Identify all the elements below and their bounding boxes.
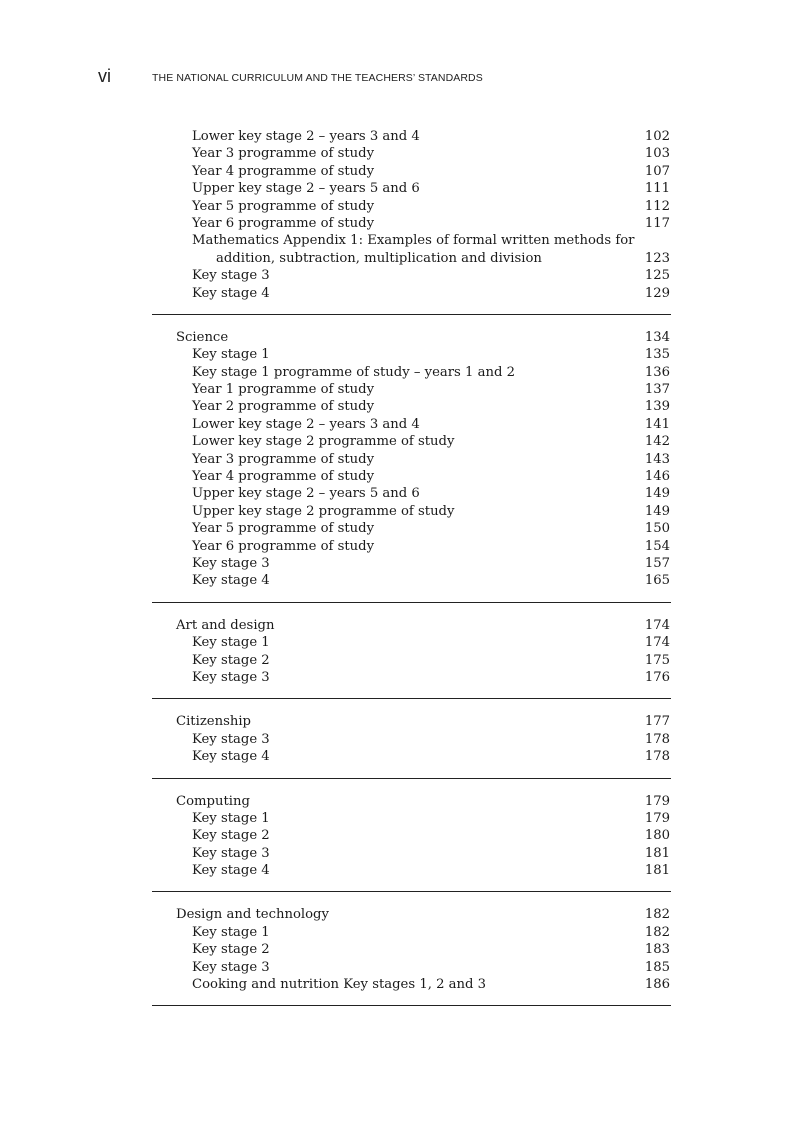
toc-entry-page: 136 [644, 364, 670, 380]
toc-entry-page: 181 [644, 845, 670, 861]
toc-entry-page: 154 [644, 538, 670, 554]
toc-entry[interactable] [152, 941, 671, 958]
toc-entry-page: 111 [644, 181, 670, 197]
toc-entry-page: 149 [644, 486, 670, 502]
toc-entry-label: Year 1 programme of study [192, 382, 375, 398]
toc-entry[interactable] [152, 634, 671, 651]
toc-entry-label: Mathematics Appendix 1: Examples of formal written methods for [192, 233, 635, 249]
toc-entry-page: 125 [644, 268, 670, 284]
toc-entry-page: 177 [644, 714, 670, 730]
toc-entry-label: Lower key stage 2 – years 3 and 4 [192, 416, 420, 432]
toc-entry-page: 174 [644, 635, 670, 651]
toc-entry[interactable] [152, 862, 671, 879]
toc-entry-page: 185 [644, 959, 670, 975]
toc-entry-page: 123 [644, 250, 670, 266]
toc-section-design-and-technology [152, 892, 671, 1006]
toc-entry[interactable] [152, 128, 671, 145]
page-number: vi [98, 66, 111, 86]
toc-entry-label: Key stage 2 [192, 828, 270, 844]
toc-entry[interactable] [152, 416, 671, 433]
toc-entry-page: 143 [644, 451, 670, 467]
toc-entry[interactable] [152, 924, 671, 941]
toc-entry-label: Key stage 3 [192, 731, 270, 747]
toc-entry-page: 137 [644, 382, 670, 398]
toc-entry-page: 174 [644, 617, 670, 633]
toc-entry-label: Key stage 4 [192, 573, 270, 589]
toc-heading-label: Computing [176, 793, 250, 809]
toc-entry-page: 141 [644, 416, 670, 432]
toc-section-heading[interactable] [152, 329, 671, 346]
toc-entry-page: 186 [644, 977, 670, 993]
toc-entry-page: 103 [644, 146, 670, 162]
toc-entry[interactable] [152, 485, 671, 502]
toc-entry-page: 179 [644, 793, 670, 809]
toc-entry-page: 157 [644, 555, 670, 571]
toc-entry-label: Key stage 4 [192, 285, 270, 301]
toc-entry-label: Cooking and nutrition Key stages 1, 2 and 3 [192, 977, 487, 993]
toc-entry-page: 102 [644, 129, 670, 144]
toc-entry-label: Key stage 1 programme of study – years 1 and 2 [192, 364, 515, 380]
toc-entry-page: 150 [644, 521, 670, 537]
toc-entry-label: Year 3 programme of study [192, 146, 375, 162]
toc-entry-label: Year 6 programme of study [192, 215, 375, 231]
toc-section-computing [152, 779, 671, 893]
toc-entry-label: Key stage 3 [192, 555, 270, 571]
toc-entry-label: Key stage 3 [192, 845, 270, 861]
toc-entry[interactable] [152, 145, 671, 162]
toc-heading-label: Science [176, 329, 229, 345]
toc-entry[interactable] [152, 267, 671, 284]
toc-entry-label: Key stage 3 [192, 268, 270, 284]
toc-section-heading[interactable] [152, 617, 671, 634]
toc-entry[interactable] [152, 346, 671, 363]
toc-entry[interactable] [152, 180, 671, 197]
toc-heading-label: Citizenship [176, 714, 251, 730]
toc-entry-page: 165 [644, 573, 670, 589]
toc-entry[interactable] [152, 827, 671, 844]
toc-entry-page: 179 [644, 810, 670, 826]
toc-entry-label: Upper key stage 2 programme of study [192, 503, 455, 519]
toc-entry-label: Lower key stage 2 programme of study [192, 434, 455, 450]
toc-entry-label: Year 2 programme of study [192, 399, 375, 415]
toc-entry[interactable] [152, 163, 671, 180]
toc-heading-label: Art and design [176, 617, 275, 633]
toc-entry-page: 134 [644, 329, 670, 345]
toc-entry-page: 107 [644, 163, 670, 179]
toc-entry-label: Year 5 programme of study [192, 521, 375, 537]
toc-entry-page: 180 [644, 828, 670, 844]
toc-entry-label: Key stage 4 [192, 863, 270, 879]
toc-section-mathematics-continued [152, 128, 671, 315]
toc-entry-mathematics-appendix[interactable] [152, 232, 671, 267]
toc-entry[interactable] [152, 451, 671, 468]
toc-entry-page: 139 [644, 399, 670, 415]
toc-entry-page: 176 [644, 669, 670, 685]
toc-entry-label: Year 4 programme of study [192, 469, 375, 485]
toc-heading-label: Design and technology [176, 907, 329, 923]
toc-entry-page: 178 [644, 731, 670, 747]
toc-entry-page: 117 [644, 215, 670, 231]
toc-entry[interactable] [152, 810, 671, 827]
toc-entry-page: 183 [644, 942, 670, 958]
toc-entry[interactable] [152, 538, 671, 555]
toc-entry[interactable] [152, 285, 671, 302]
toc-entry-label: Key stage 1 [192, 347, 270, 363]
toc-entry-label: Upper key stage 2 – years 5 and 6 [192, 181, 420, 197]
toc-entry[interactable] [152, 503, 671, 520]
toc-section-citizenship [152, 699, 671, 778]
toc-section-heading[interactable] [152, 793, 671, 810]
toc-entry[interactable] [152, 468, 671, 485]
toc-entry[interactable] [152, 555, 671, 572]
toc-entry-page: 129 [644, 285, 670, 301]
toc-entry[interactable] [152, 845, 671, 862]
toc-entry-label: Key stage 1 [192, 635, 270, 651]
toc-entry-label: Year 3 programme of study [192, 451, 375, 467]
toc-entry[interactable] [152, 433, 671, 450]
toc-entry-page: 178 [644, 749, 670, 765]
running-header: THE NATIONAL CURRICULUM AND THE TEACHERS’ STANDARDS [152, 72, 483, 84]
table-of-contents [152, 128, 671, 1006]
toc-section-art-and-design [152, 603, 671, 700]
toc-entry-page: 146 [644, 469, 670, 485]
toc-entry[interactable] [152, 398, 671, 415]
toc-entry-label: Year 6 programme of study [192, 538, 375, 554]
toc-entry-label: Key stage 1 [192, 810, 270, 826]
toc-section-heading[interactable] [152, 713, 671, 730]
toc-entry-label: Key stage 2 [192, 652, 270, 668]
toc-entry-label: Key stage 3 [192, 669, 270, 685]
toc-entry[interactable] [152, 669, 671, 686]
toc-entry[interactable] [152, 731, 671, 748]
toc-section-science [152, 315, 671, 603]
toc-entry[interactable] [152, 572, 671, 589]
toc-entry-page: 149 [644, 503, 670, 519]
toc-entry-label: Year 5 programme of study [192, 198, 375, 214]
toc-entry[interactable] [152, 381, 671, 398]
toc-entry[interactable] [152, 652, 671, 669]
toc-entry[interactable] [152, 959, 671, 976]
toc-entry-label: Year 4 programme of study [192, 163, 375, 179]
toc-entry-label: Lower key stage 2 – years 3 and 4 [192, 129, 420, 144]
toc-section-heading[interactable] [152, 906, 671, 923]
toc-entry-page: 112 [644, 198, 670, 214]
toc-entry-page: 182 [644, 907, 670, 923]
toc-entry-label-continued: addition, subtraction, multiplication and division [216, 250, 542, 266]
toc-entry-page: 175 [644, 652, 670, 668]
toc-entry-page: 182 [644, 924, 670, 940]
toc-entry-page: 135 [644, 347, 670, 363]
toc-entry[interactable] [152, 215, 671, 232]
toc-entry[interactable] [152, 520, 671, 537]
toc-entry-label: Key stage 3 [192, 959, 270, 975]
toc-entry-label: Key stage 4 [192, 749, 270, 765]
toc-entry[interactable] [152, 748, 671, 765]
toc-entry-label: Key stage 2 [192, 942, 270, 958]
toc-entry[interactable] [152, 976, 671, 993]
section-divider [152, 1005, 671, 1006]
toc-entry[interactable] [152, 198, 671, 215]
toc-entry-page: 142 [644, 434, 670, 450]
toc-entry-label: Upper key stage 2 – years 5 and 6 [192, 486, 420, 502]
toc-entry-label: Key stage 1 [192, 924, 270, 940]
toc-entry[interactable] [152, 364, 671, 381]
toc-entry-page: 181 [644, 863, 670, 879]
